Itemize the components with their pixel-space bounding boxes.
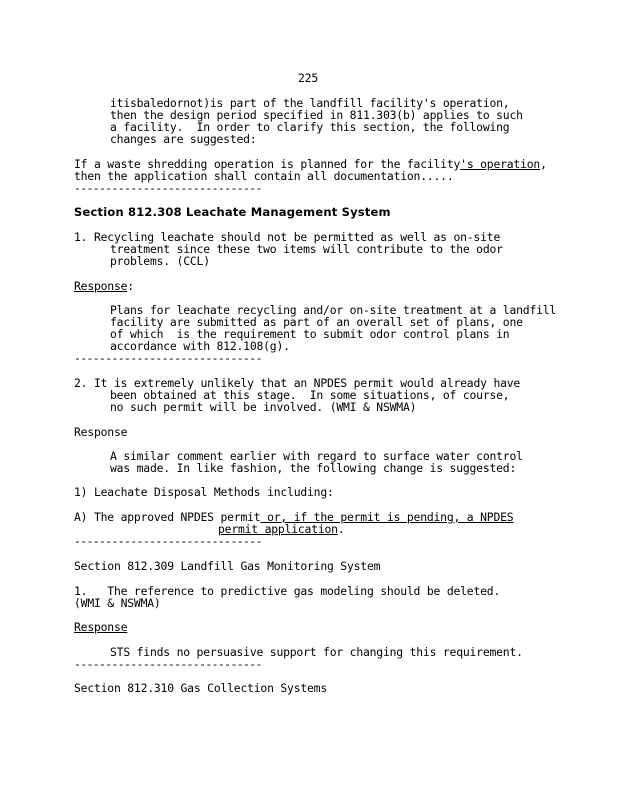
response-3-label-text: Response — [74, 620, 128, 634]
intro-line-4: changes are suggested: — [110, 132, 257, 146]
npdes-insertion-1: or, if the permit is pending, a NPDES — [260, 510, 514, 524]
leachate-disposal-item: 1) Leachate Disposal Methods including: — [74, 485, 334, 499]
npdes-period: . — [337, 522, 345, 536]
response-2-line-1: A similar comment earlier with regard to surface water control — [110, 449, 523, 463]
npdes-insertion-2: permit application — [218, 522, 338, 536]
section-310-heading: Section 812.310 Gas Collection Systems — [74, 681, 327, 695]
separator-rule-4: ------------------------------ — [74, 657, 262, 671]
page-number: 225 — [298, 71, 318, 85]
response-1-label-text: Response — [74, 279, 128, 293]
comment-3-line-2: (WMI & NSWMA) — [74, 596, 161, 610]
response-1-label: Response: — [74, 279, 134, 293]
intro-line-3: a facility. In order to clarify this section, the following — [110, 120, 510, 134]
proposal-a-text: If a waste shredding operation is planned for the facility — [74, 157, 461, 171]
response-2-label: Response — [74, 425, 128, 439]
comment-2-line-2: been obtained at this stage. In some situations, of course, — [110, 388, 510, 402]
proposal-a-comma: , — [540, 157, 547, 171]
comment-1-line-2: treatment since these two items will contribute to the odor — [110, 242, 503, 256]
npdes-text: A) The approved NPDES permit — [74, 510, 261, 524]
comment-1-line-1: 1. Recycling leachate should not be permitted as well as on-site — [74, 230, 501, 244]
comment-1-line-3: problems. (CCL) — [110, 254, 210, 268]
separator-rule-2: ------------------------------ — [74, 351, 262, 365]
response-3-label — [74, 621, 127, 633]
response-1-line-4: accordance with 812.108(g). — [110, 339, 290, 353]
comment-2-line-3: no such permit will be involved. (WMI & NSWMA) — [110, 400, 417, 414]
proposal-a-insertion: 's operation — [460, 157, 541, 171]
response-1-line-2: facility are submitted as part of an overall set of plans, one — [110, 315, 523, 329]
proposal-a-line-2: then the application shall contain all documentation..... — [74, 169, 454, 183]
response-1-line-3: of which is the requirement to submit odor control plans in — [110, 327, 510, 341]
separator-rule-1: ------------------------------ — [74, 181, 262, 195]
response-1-line-1: Plans for leachate recycling and/or on-site treatment at a landfill — [110, 303, 557, 317]
intro-line-1: itisbaledornot)is part of the landfill facility's operation, — [110, 96, 510, 110]
comment-3-line-1: 1. The reference to predictive gas modeling should be deleted. — [74, 584, 501, 598]
separator-rule-3: ------------------------------ — [74, 534, 262, 548]
intro-line-2: then the design period specified in 811.303(b) applies to such — [110, 108, 523, 122]
section-309-heading: Section 812.309 Landfill Gas Monitoring System — [74, 559, 381, 573]
response-3-line-1: STS finds no persuasive support for changing this requirement. — [110, 645, 523, 659]
comment-2-line-1: 2. It is extremely unlikely that an NPDES permit would already have — [74, 376, 521, 390]
section-308-heading: Section 812.308 Leachate Management System — [74, 205, 391, 219]
response-2-line-2: was made. In like fashion, the following change is suggested: — [110, 461, 517, 475]
